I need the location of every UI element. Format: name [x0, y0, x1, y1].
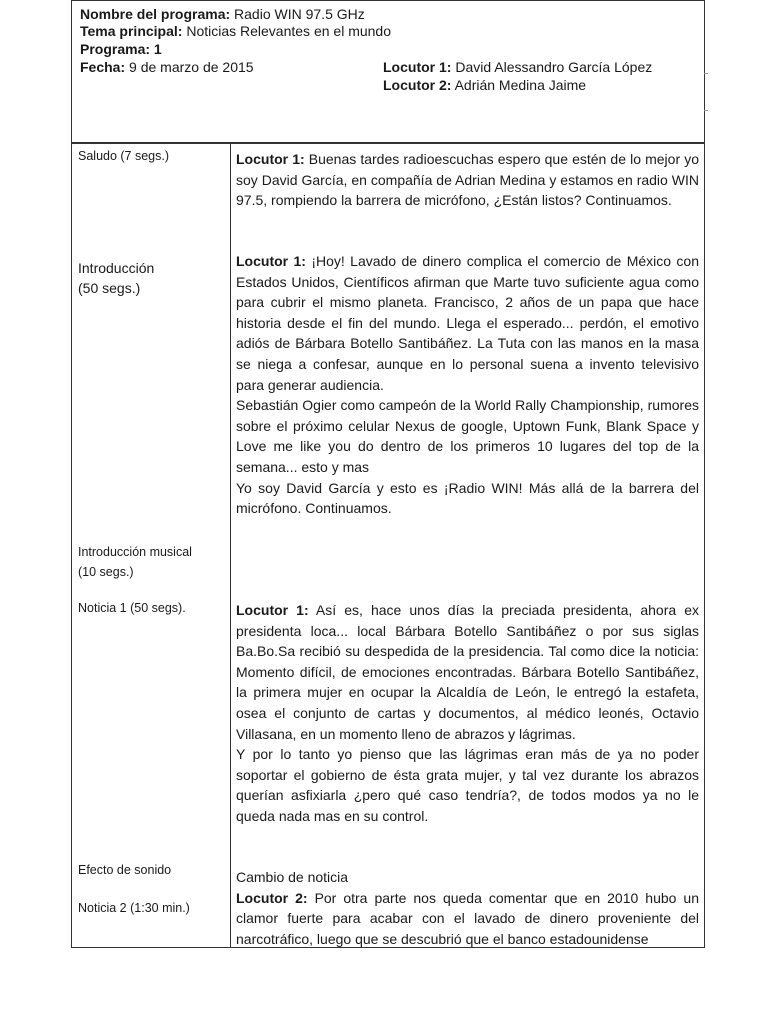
- locutor1-label: Locutor 1:: [383, 59, 452, 75]
- segment-introduccion: [78, 258, 226, 298]
- program-number: Programa: 1: [80, 41, 162, 57]
- script-paragraph: [236, 888, 699, 950]
- segment-intro-musical: [78, 542, 226, 582]
- program-name-label: Nombre del programa:: [80, 6, 231, 22]
- segment-intro-musical-title: Introducción musical: [78, 545, 192, 559]
- topic-value: Noticias Relevantes en el mundo: [186, 23, 391, 39]
- script-paragraph: [236, 251, 699, 395]
- segment-efecto-sonido: Efecto de sonido: [78, 863, 172, 877]
- script-paragraph-saludo: [236, 149, 699, 211]
- script-text: Así es, hace unos días la preciada presidenta, ahora ex presidenta loca... local Bárbara Botello Santibáñez o por sus siglas Ba.Bo.Sa recibió su despedida de la presidencia. Tal como dice la noticia: Momento difícil, de emociones encontradas. Bárbara Botello Santibáñez, la primera mujer en ocupar la Alcaldía de León, le entregó la estafeta, osea el conjunto de cartas y documentos, al médico leonés, Octavio Villasana, en un momento lleno de abrazos y lágrimas.: [236, 602, 699, 742]
- topic-line: [80, 23, 391, 39]
- locutor2-label: Locutor 2:: [383, 77, 452, 93]
- locutor2-name: Adrián Medina Jaime: [454, 77, 587, 93]
- segment-introduccion-title: Introducción: [78, 260, 155, 276]
- segment-introduccion-duration: (50 segs.): [78, 280, 141, 296]
- table-edge-mark: [704, 73, 708, 74]
- column-divider: [230, 143, 231, 948]
- speaker-label: Locutor 2:: [236, 889, 308, 906]
- topic-label: Tema principal:: [80, 23, 183, 39]
- script-paragraph: [236, 600, 699, 744]
- locutor1-line: [383, 59, 652, 75]
- script-text: ¡Hoy! Lavado de dinero complica el comercio de México con Estados Unidos, Científicos afirman que Marte tuvo suficiente agua como para cubrir el mismo planeta. Francisco, 2 años de un papa que hace historia desde el fin del mundo. Llega el esperado... perdón, el emotivo adiós de Bárbara Botello Santibáñez. La Tuta con las manos en la masa se niega a confesar, aunque en lo personal suena a invento televisivo para generar audiencia.: [236, 253, 700, 393]
- locutor2-line: [383, 77, 586, 93]
- segment-noticia-1: Noticia 1 (50 segs).: [78, 601, 186, 615]
- script-paragraph-intro: [236, 251, 699, 519]
- date-value: 9 de marzo de 2015: [129, 59, 254, 75]
- segment-noticia-2: Noticia 2 (1:30 min.): [78, 901, 190, 915]
- locutor1-name: David Alessandro García López: [455, 59, 653, 75]
- speaker-label: Locutor 1:: [236, 602, 309, 618]
- script-paragraph-noticia-1: [236, 600, 699, 827]
- program-name-value: Radio WIN 97.5 GHz: [234, 6, 365, 22]
- date-line: [80, 59, 254, 75]
- date-label: Fecha:: [80, 59, 126, 75]
- speaker-label: Locutor 1:: [236, 151, 305, 167]
- script-paragraph: Sebastián Ogier como campeón de la World Rally Championship, rumores sobre el próximo celular Nexus de google, Uptown Funk, Blank Space y Love me like you do dentro de los primeros 10 lugares del top de la semana... esto y mas: [236, 397, 699, 475]
- segment-intro-musical-duration: (10 segs.): [78, 565, 134, 579]
- table-edge-mark: [704, 110, 708, 111]
- program-number-line: [80, 41, 162, 57]
- program-name-line: [80, 6, 365, 22]
- script-paragraph: Y por lo tanto yo pienso que las lágrimas eran más de ya no poder soportar el gobierno de ésta grata mujer, y tal vez durante los abrazos querían asfixiarla ¿pero qué caso tendría?, de todos modos ya no le queda nada mas en su control.: [236, 746, 699, 824]
- script-paragraph: Cambio de noticia: [236, 869, 349, 885]
- speaker-label: Locutor 1:: [236, 253, 306, 269]
- script-paragraph-noticia-2: [236, 867, 699, 949]
- script-text: Buenas tardes radioescuchas espero que estén de lo mejor yo soy David García, en compañía de Adrian Medina y estamos en radio WIN 97.5, rompiendo la barrera de micrófono, ¿Están listos? Continuamos.: [236, 151, 699, 209]
- segment-saludo: Saludo (7 segs.): [78, 149, 170, 163]
- script-text: Por otra parte nos queda comentar que en 2010 hubo un clamor fuerte para acabar con el lavado de dinero proveniente del narcotráfico, luego que se descubrió que el banco estadounidense: [236, 889, 700, 947]
- script-paragraph: Yo soy David García y esto es ¡Radio WIN! Más allá de la barrera del micrófono. Continuamos.: [236, 479, 699, 517]
